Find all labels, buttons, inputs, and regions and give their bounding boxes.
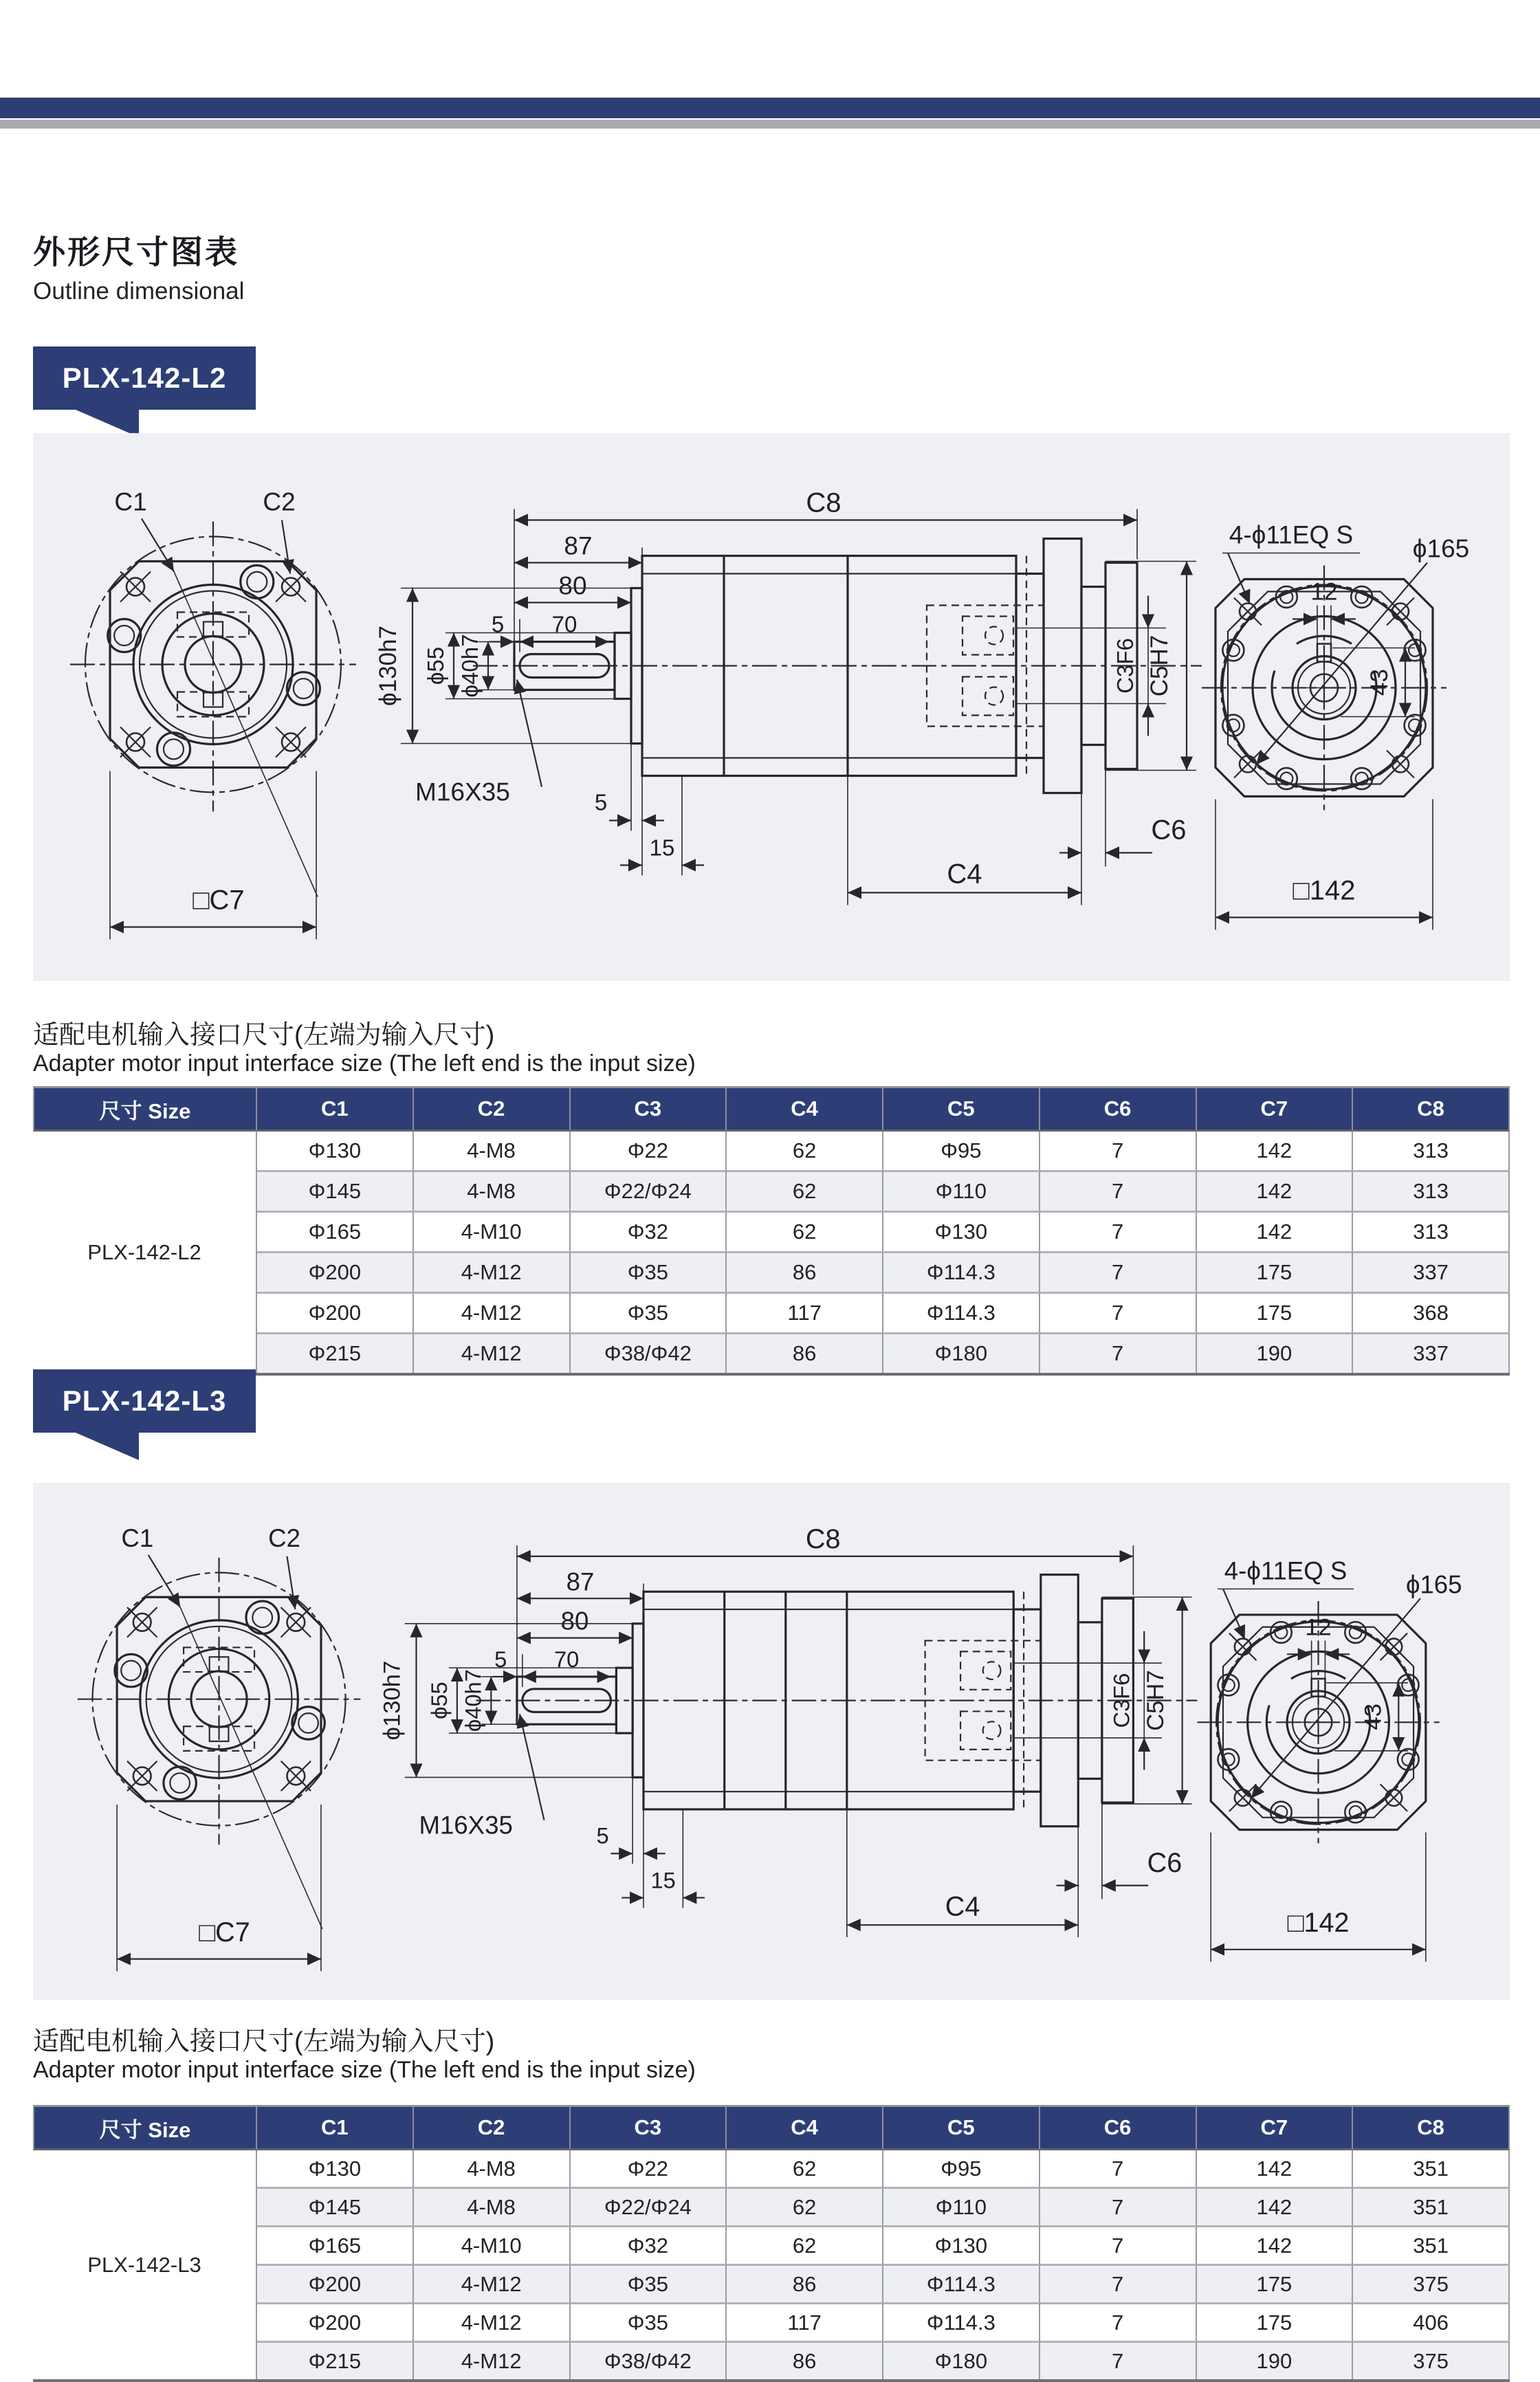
technical-drawing xyxy=(33,433,1510,981)
table-cell: 313 xyxy=(1353,1132,1510,1170)
table-cell: Φ200 xyxy=(257,1251,414,1292)
table-cell: 86 xyxy=(727,2264,883,2302)
dimension-label-dia40h7: ϕ40h7 xyxy=(460,1669,486,1732)
row-label: PLX-142-L3 xyxy=(33,2150,257,2379)
column-header: C3 xyxy=(571,2105,727,2150)
table-cell: 7 xyxy=(1040,1251,1197,1292)
table-cell: Φ95 xyxy=(883,2150,1040,2187)
table-cell: Φ22/Φ24 xyxy=(571,1170,727,1211)
row-label: PLX-142-L2 xyxy=(33,1132,257,1373)
table-cell: Φ38/Φ42 xyxy=(571,1332,727,1373)
table-cell: Φ130 xyxy=(883,2225,1040,2264)
table-caption-zh: 适配电机输入接口尺寸(左端为输入尺寸) xyxy=(33,1021,495,1050)
column-header: C8 xyxy=(1353,1086,1510,1132)
table-cell: 142 xyxy=(1197,1132,1354,1170)
table-cell: 7 xyxy=(1040,2264,1197,2302)
dimension-label-5-top: 5 xyxy=(491,611,505,637)
table-cell: 7 xyxy=(1040,1211,1197,1251)
table-cell: 7 xyxy=(1040,1292,1197,1332)
dimension-label-5-bottom: 5 xyxy=(594,789,608,815)
column-header: C1 xyxy=(257,1086,414,1132)
dimension-label-70: 70 xyxy=(551,611,578,637)
dimension-label-12: 12 xyxy=(1305,1614,1332,1641)
dimension-label-square-c7: □C7 xyxy=(199,1917,250,1948)
table-cell: Φ22 xyxy=(571,2150,727,2187)
table-cell: Φ130 xyxy=(257,2150,414,2187)
table-caption-zh: 适配电机输入接口尺寸(左端为输入尺寸) xyxy=(33,2027,495,2056)
dimension-label-5-bottom: 5 xyxy=(596,1822,609,1849)
dimension-label-c3f6: C3F6 xyxy=(1108,1673,1134,1728)
column-header: C6 xyxy=(1040,2105,1197,2150)
table-cell: Φ32 xyxy=(571,2225,727,2264)
model-badge-plx-142-l3 xyxy=(33,1369,256,1433)
column-header: 尺寸 Size xyxy=(33,2105,257,2150)
table-cell: Φ215 xyxy=(257,1332,414,1373)
table-cell: 7 xyxy=(1040,1170,1197,1211)
table-caption-en: Adapter motor input interface size (The left end is the input size) xyxy=(33,2057,696,2083)
dimension-label-c1: C1 xyxy=(114,487,147,516)
rear-view xyxy=(1197,1557,1462,1962)
technical-drawing xyxy=(33,1483,1510,2000)
table-cell: 62 xyxy=(727,2225,883,2264)
table-cell: 86 xyxy=(727,2341,883,2379)
dimension-label-c6: C6 xyxy=(1151,815,1187,846)
table-cell: 4-M12 xyxy=(414,1251,571,1292)
table-cell: Φ200 xyxy=(257,2302,414,2341)
table-cell: Φ130 xyxy=(257,1132,414,1170)
table-cell: 86 xyxy=(727,1251,883,1292)
dimension-label-c1: C1 xyxy=(121,1524,154,1553)
table-cell: 4-M8 xyxy=(414,1170,571,1211)
column-header: C1 xyxy=(257,2105,414,2150)
table-cell: 4-M8 xyxy=(414,2150,571,2187)
model-badge-label: PLX-142-L2 xyxy=(62,362,227,394)
table-cell: 313 xyxy=(1353,1170,1510,1211)
dimension-label-43: 43 xyxy=(1366,669,1393,696)
table-cell: 351 xyxy=(1353,2225,1510,2264)
column-header: C2 xyxy=(414,2105,571,2150)
table-cell: Φ22/Φ24 xyxy=(571,2187,727,2225)
table-cell: 7 xyxy=(1040,2150,1197,2187)
table-cell: 142 xyxy=(1197,2187,1354,2225)
table-cell: Φ35 xyxy=(571,2264,727,2302)
table-cell: 7 xyxy=(1040,2302,1197,2341)
table-cell: 4-M8 xyxy=(414,2187,571,2225)
table-cell: Φ114.3 xyxy=(883,1292,1040,1332)
table-cell: 142 xyxy=(1197,2150,1354,2187)
table-cell: Φ145 xyxy=(257,1170,414,1211)
section-view xyxy=(380,1524,1198,1937)
table-cell: 142 xyxy=(1197,2225,1354,2264)
dimension-label-square142: □142 xyxy=(1287,1908,1350,1939)
table-cell: 7 xyxy=(1040,1132,1197,1170)
table-cell: Φ145 xyxy=(257,2187,414,2225)
table-cell: 7 xyxy=(1040,1332,1197,1373)
table-cell: Φ114.3 xyxy=(883,1251,1040,1292)
dimension-label-87: 87 xyxy=(564,531,593,560)
table-cell: Φ95 xyxy=(883,1132,1040,1170)
dimension-label-c5h7: C5H7 xyxy=(1146,635,1173,697)
dimension-label-c2: C2 xyxy=(263,487,296,516)
table-cell: Φ35 xyxy=(571,2302,727,2341)
dimension-label-c8: C8 xyxy=(806,487,842,518)
table-cell: 337 xyxy=(1353,1251,1510,1292)
column-header: C5 xyxy=(883,1086,1040,1132)
table-cell: Φ200 xyxy=(257,1292,414,1332)
table-cell: 62 xyxy=(727,2150,883,2187)
table-cell: 62 xyxy=(727,2187,883,2225)
table-cell: 337 xyxy=(1353,1332,1510,1373)
top-gray-bar xyxy=(0,120,1540,129)
table-cell: Φ38/Φ42 xyxy=(571,2341,727,2379)
table-cell: 190 xyxy=(1197,2341,1354,2379)
rear-view xyxy=(1202,521,1469,930)
column-header: C4 xyxy=(727,1086,883,1132)
column-header: C5 xyxy=(883,2105,1040,2150)
table-cell: 4-M12 xyxy=(414,2341,571,2379)
dimension-label-c3f6: C3F6 xyxy=(1112,638,1138,694)
dimension-table-plx-142-l3 xyxy=(33,2105,1510,2382)
table-cell: Φ114.3 xyxy=(883,2264,1040,2302)
table-cell: 117 xyxy=(727,1292,883,1332)
column-header: C3 xyxy=(571,1086,727,1132)
dimension-table-plx-142-l2 xyxy=(33,1086,1510,1376)
dimension-label-dia55: ϕ55 xyxy=(423,646,448,685)
column-header: C7 xyxy=(1197,1086,1354,1132)
table-cell: 375 xyxy=(1353,2264,1510,2302)
dimension-label-87: 87 xyxy=(566,1567,595,1596)
dimension-label-holes: 4-ϕ11EQ S xyxy=(1229,520,1354,549)
table-cell: 375 xyxy=(1353,2341,1510,2379)
table-row xyxy=(33,2150,1510,2187)
table-caption-en: Adapter motor input interface size (The left end is the input size) xyxy=(33,1050,696,1077)
dimension-label-holes: 4-ϕ11EQ S xyxy=(1224,1556,1348,1585)
table-cell: 4-M12 xyxy=(414,1292,571,1332)
dimension-label-dia40h7: ϕ40h7 xyxy=(457,634,483,698)
table-cell: 175 xyxy=(1197,2302,1354,2341)
column-header: C8 xyxy=(1353,2105,1510,2150)
table-cell: 62 xyxy=(727,1211,883,1251)
table-cell: 175 xyxy=(1197,2264,1354,2302)
dimension-label-15: 15 xyxy=(650,1867,676,1893)
page-title-zh: 外形尺寸图表 xyxy=(33,234,239,270)
dimension-label-thread: M16X35 xyxy=(415,778,510,806)
dimension-label-43: 43 xyxy=(1360,1703,1387,1730)
dimension-label-thread: M16X35 xyxy=(419,1811,513,1840)
front-view xyxy=(70,488,356,940)
column-header: C6 xyxy=(1040,1086,1197,1132)
column-header: C4 xyxy=(727,2105,883,2150)
dimension-label-dia165: ϕ165 xyxy=(1405,1570,1462,1599)
table-cell: Φ200 xyxy=(257,2264,414,2302)
dimension-label-5-top: 5 xyxy=(494,1646,507,1673)
table-cell: Φ110 xyxy=(883,1170,1040,1211)
table-cell: 86 xyxy=(727,1332,883,1373)
table-cell: Φ165 xyxy=(257,1211,414,1251)
dimension-label-15: 15 xyxy=(649,835,675,861)
table-cell: 4-M12 xyxy=(414,1332,571,1373)
table-cell: 175 xyxy=(1197,1292,1354,1332)
table-cell: Φ110 xyxy=(883,2187,1040,2225)
dimension-label-dia55: ϕ55 xyxy=(426,1681,452,1719)
table-cell: 62 xyxy=(727,1132,883,1170)
dimension-label-12: 12 xyxy=(1310,578,1338,606)
table-cell: 351 xyxy=(1353,2150,1510,2187)
table-cell: Φ180 xyxy=(883,2341,1040,2379)
dimension-label-80: 80 xyxy=(560,1607,589,1635)
table-cell: Φ165 xyxy=(257,2225,414,2264)
table-cell: 142 xyxy=(1197,1211,1354,1251)
table-cell: 7 xyxy=(1040,2187,1197,2225)
model-badge-plx-142-l2 xyxy=(33,346,256,410)
page-title-en: Outline dimensional xyxy=(33,278,245,305)
table-cell: 62 xyxy=(727,1170,883,1211)
front-view xyxy=(78,1524,361,1971)
dimension-label-70: 70 xyxy=(554,1646,580,1673)
table-cell: 4-M10 xyxy=(414,2225,571,2264)
table-cell: 406 xyxy=(1353,2302,1510,2341)
table-cell: 4-M12 xyxy=(414,2264,571,2302)
table-cell: 117 xyxy=(727,2302,883,2341)
table-cell: Φ32 xyxy=(571,1211,727,1251)
outline-drawing-panel-l2 xyxy=(33,433,1510,981)
table-cell: 4-M8 xyxy=(414,1132,571,1170)
dimension-label-c4: C4 xyxy=(947,859,982,890)
table-cell: 7 xyxy=(1040,2341,1197,2379)
table-cell: Φ130 xyxy=(883,1211,1040,1251)
table-cell: 351 xyxy=(1353,2187,1510,2225)
column-header: 尺寸 Size xyxy=(33,1086,257,1132)
model-badge-label: PLX-142-L3 xyxy=(62,1385,227,1417)
dimension-label-dia165: ϕ165 xyxy=(1412,534,1470,563)
table-cell: Φ22 xyxy=(571,1132,727,1170)
outline-drawing-panel-l3 xyxy=(33,1483,1510,2000)
table-cell: 4-M10 xyxy=(414,1211,571,1251)
table-cell: 313 xyxy=(1353,1211,1510,1251)
dimension-label-square-c7: □C7 xyxy=(192,885,245,916)
table-cell: Φ114.3 xyxy=(883,2302,1040,2341)
column-header: C2 xyxy=(414,1086,571,1132)
dimension-label-80: 80 xyxy=(558,571,587,600)
dimension-label-c5h7: C5H7 xyxy=(1142,1670,1169,1731)
table-cell: Φ180 xyxy=(883,1332,1040,1373)
table-cell: Φ215 xyxy=(257,2341,414,2379)
section-view xyxy=(375,488,1202,905)
dimension-label-c2: C2 xyxy=(268,1524,300,1553)
dimension-label-c8: C8 xyxy=(805,1523,841,1554)
table-cell: 368 xyxy=(1353,1292,1510,1332)
table-cell: Φ35 xyxy=(571,1292,727,1332)
table-cell: 7 xyxy=(1040,2225,1197,2264)
dimension-label-c4: C4 xyxy=(945,1891,980,1922)
dimension-label-dia130h7: ϕ130h7 xyxy=(379,1660,406,1741)
table-cell: 4-M12 xyxy=(414,2302,571,2341)
table-row xyxy=(33,1132,1510,1170)
table-cell: 142 xyxy=(1197,1170,1354,1211)
table-cell: Φ35 xyxy=(571,1251,727,1292)
table-cell: 190 xyxy=(1197,1332,1354,1373)
top-navy-bar xyxy=(0,98,1540,118)
dimension-label-square142: □142 xyxy=(1292,875,1356,906)
dimension-label-dia130h7: ϕ130h7 xyxy=(375,626,402,706)
dimension-label-c6: C6 xyxy=(1147,1847,1182,1878)
column-header: C7 xyxy=(1197,2105,1354,2150)
table-cell: 175 xyxy=(1197,1251,1354,1292)
